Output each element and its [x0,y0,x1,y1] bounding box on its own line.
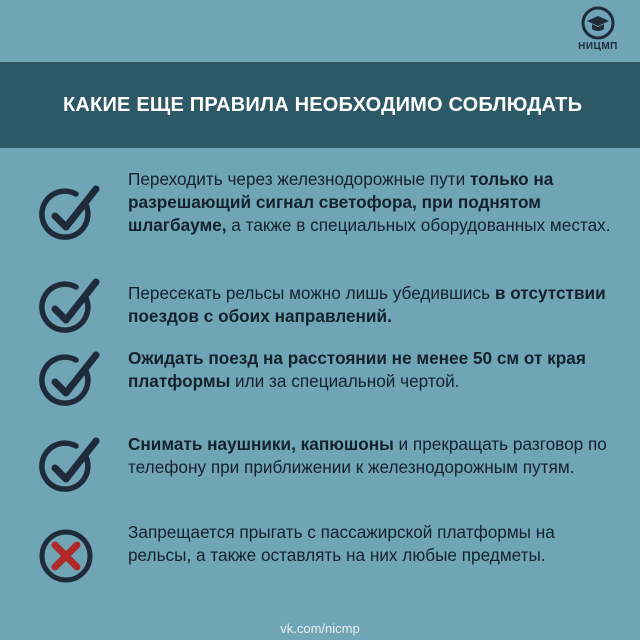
rule-text-1 [128,168,618,237]
rule-text-bold: Ожидать поезд на расстоянии не менее 50 см от края платформы [128,348,586,391]
graduation-cap-icon [581,6,615,40]
rule-text-5 [128,521,618,567]
page-title: КАКИЕ ЕЩЕ ПРАВИЛА НЕОБХОДИМО СОБЛЮДАТЬ [63,93,583,116]
rule-text-bold: только на разрешающий сигнал светофора, при поднятом шлагбауме, [128,169,554,235]
rule-text-span: Пересекать рельсы можно лишь убедившись [128,283,495,303]
logo-text: НИЦМП [578,41,618,52]
rule-text-span: Запрещается прыгать с пассажирской платформы на рельсы, а также оставлять на них любые предметы. [128,522,555,565]
rule-text-span: Переходить через железнодорожные пути [128,169,470,189]
check-circle-icon [36,435,100,499]
cross-circle-icon [36,523,100,587]
check-circle-icon [36,276,100,340]
rule-text-4 [128,433,618,479]
footer-link[interactable]: vk.com/nicmp [280,621,360,636]
rule-text-2 [128,282,618,328]
check-circle-icon [36,349,100,413]
rule-text-3 [128,347,618,393]
rule-text-bold: Снимать наушники, капюшоны [128,434,394,454]
logo [570,6,626,58]
rule-text-bold: в отсутствии поездов с обоих направлений. [128,283,606,326]
rule-text-span: или за специальной чертой. [230,371,460,391]
rule-text-span: а также в специальных оборудованных местах. [226,215,611,235]
check-circle-icon [36,183,100,247]
header-banner [0,62,640,148]
rule-text-span: и прекращать разговор по телефону при приближении к железнодорожным путям. [128,434,607,477]
